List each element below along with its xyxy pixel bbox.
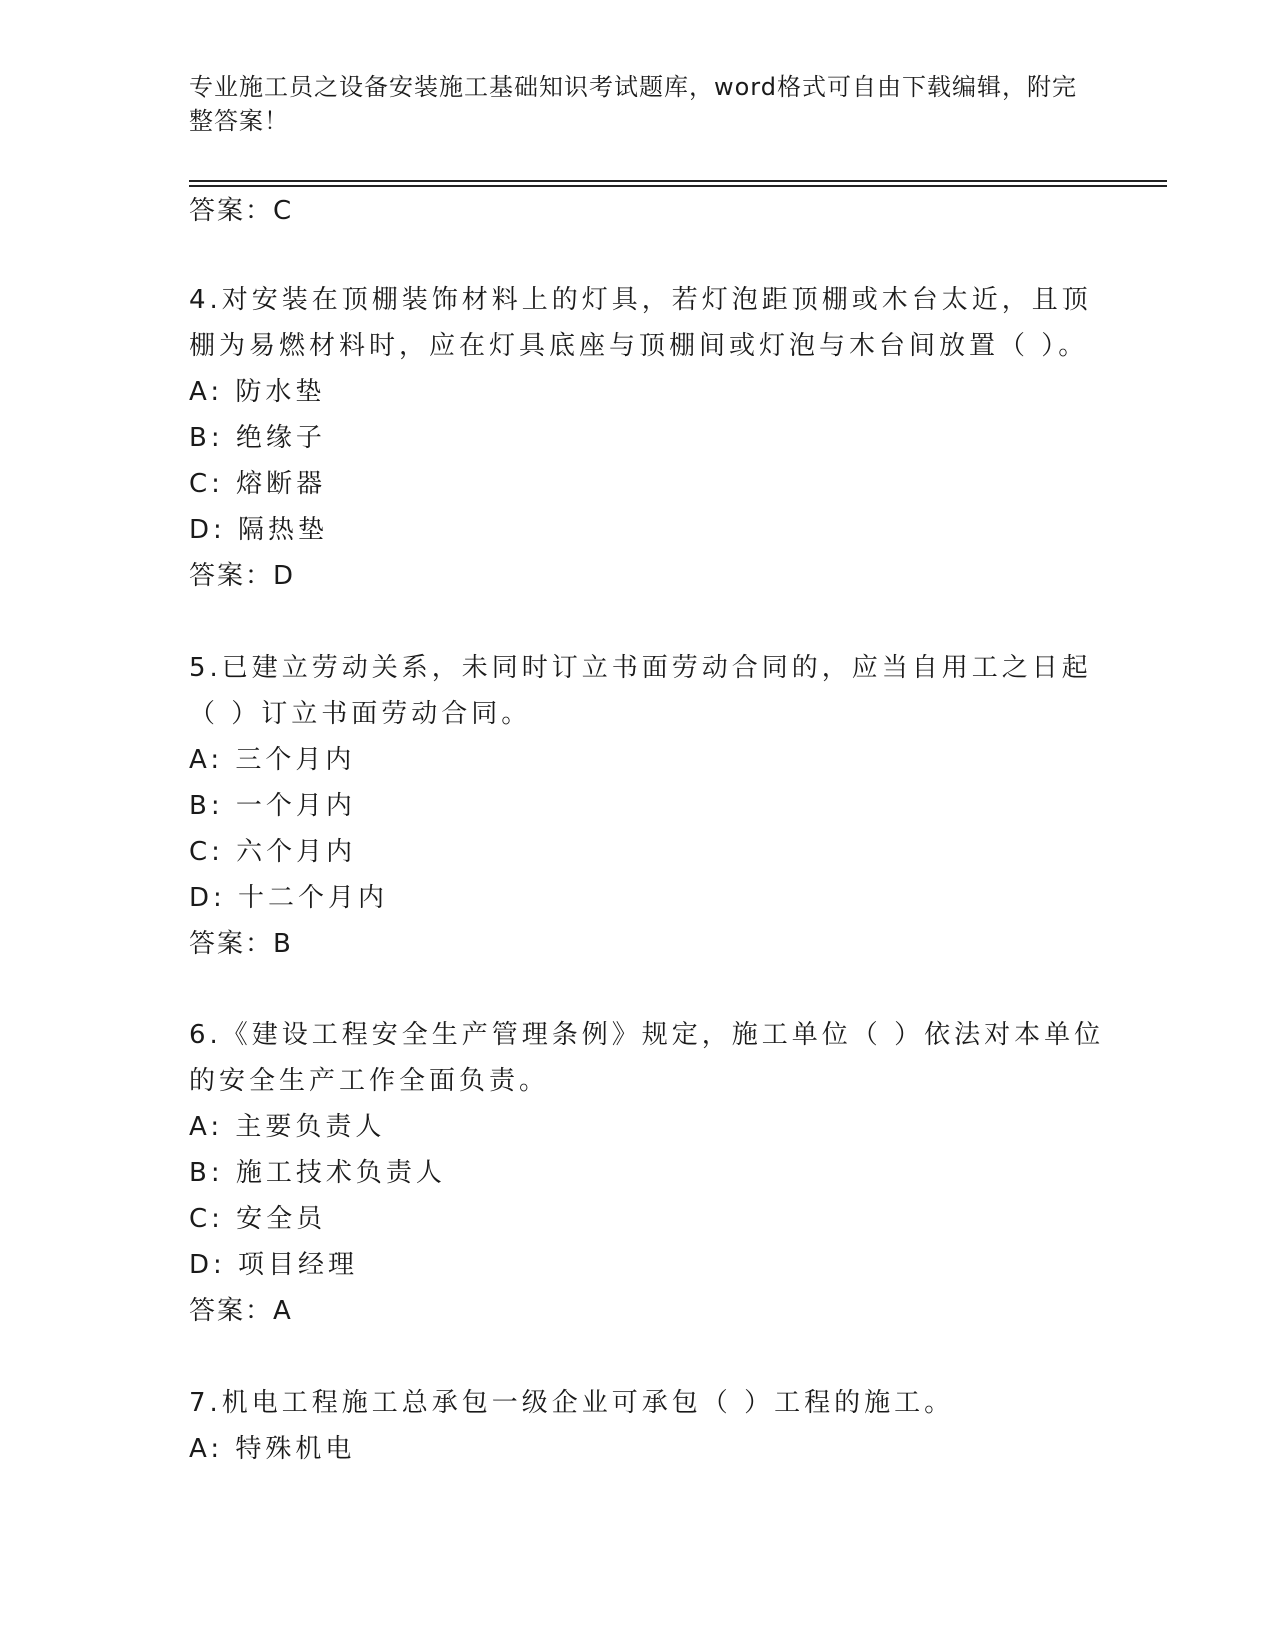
question-stem: 的安全生产工作全面负责。 bbox=[189, 1066, 550, 1096]
option-a: A: 三个月内 bbox=[189, 745, 356, 775]
question-stem: （ ）订立书面劳动合同。 bbox=[189, 699, 532, 729]
question-7 bbox=[189, 1380, 1089, 1472]
option-d: D: 隔热垫 bbox=[189, 515, 329, 545]
option-c: C: 六个月内 bbox=[189, 837, 357, 867]
option-a: A: 主要负责人 bbox=[189, 1112, 386, 1142]
answer-label: 答案：D bbox=[189, 561, 296, 591]
option-d: D: 十二个月内 bbox=[189, 883, 389, 913]
question-stem: 棚为易燃材料时，应在灯具底座与顶棚间或灯泡与木台间放置（ ）。 bbox=[189, 331, 1089, 361]
answer-label: 答案：C bbox=[189, 196, 294, 226]
question-4 bbox=[189, 277, 1092, 599]
option-d: D: 项目经理 bbox=[189, 1250, 359, 1280]
option-b: B: 一个月内 bbox=[189, 791, 356, 821]
answer-label: 答案：B bbox=[189, 929, 293, 959]
question-stem: 6.《建设工程安全生产管理条例》规定，施工单位（ ）依法对本单位 bbox=[189, 1020, 1105, 1050]
header-line-2: 整答案！ bbox=[189, 107, 289, 135]
option-b: B: 绝缘子 bbox=[189, 423, 326, 453]
option-b: B: 施工技术负责人 bbox=[189, 1158, 446, 1188]
header-rule-top bbox=[189, 180, 1167, 182]
previous-answer-block bbox=[189, 188, 1089, 234]
header-rule-bottom bbox=[189, 185, 1167, 187]
document-header bbox=[189, 70, 1089, 138]
option-a: A: 防水垫 bbox=[189, 377, 326, 407]
option-c: C: 安全员 bbox=[189, 1204, 327, 1234]
question-stem: 4.对安装在顶棚装饰材料上的灯具，若灯泡距顶棚或木台太近，且顶 bbox=[189, 285, 1092, 315]
header-line-1: 专业施工员之设备安装施工基础知识考试题库，word格式可自由下载编辑，附完 bbox=[189, 73, 1077, 101]
question-5 bbox=[189, 645, 1092, 967]
question-stem: 7.机电工程施工总承包一级企业可承包（ ）工程的施工。 bbox=[189, 1388, 955, 1418]
question-6 bbox=[189, 1012, 1105, 1334]
answer-label: 答案：A bbox=[189, 1296, 293, 1326]
option-c: C: 熔断器 bbox=[189, 469, 327, 499]
question-stem: 5.已建立劳动关系，未同时订立书面劳动合同的，应当自用工之日起 bbox=[189, 653, 1092, 683]
option-a: A: 特殊机电 bbox=[189, 1434, 356, 1464]
